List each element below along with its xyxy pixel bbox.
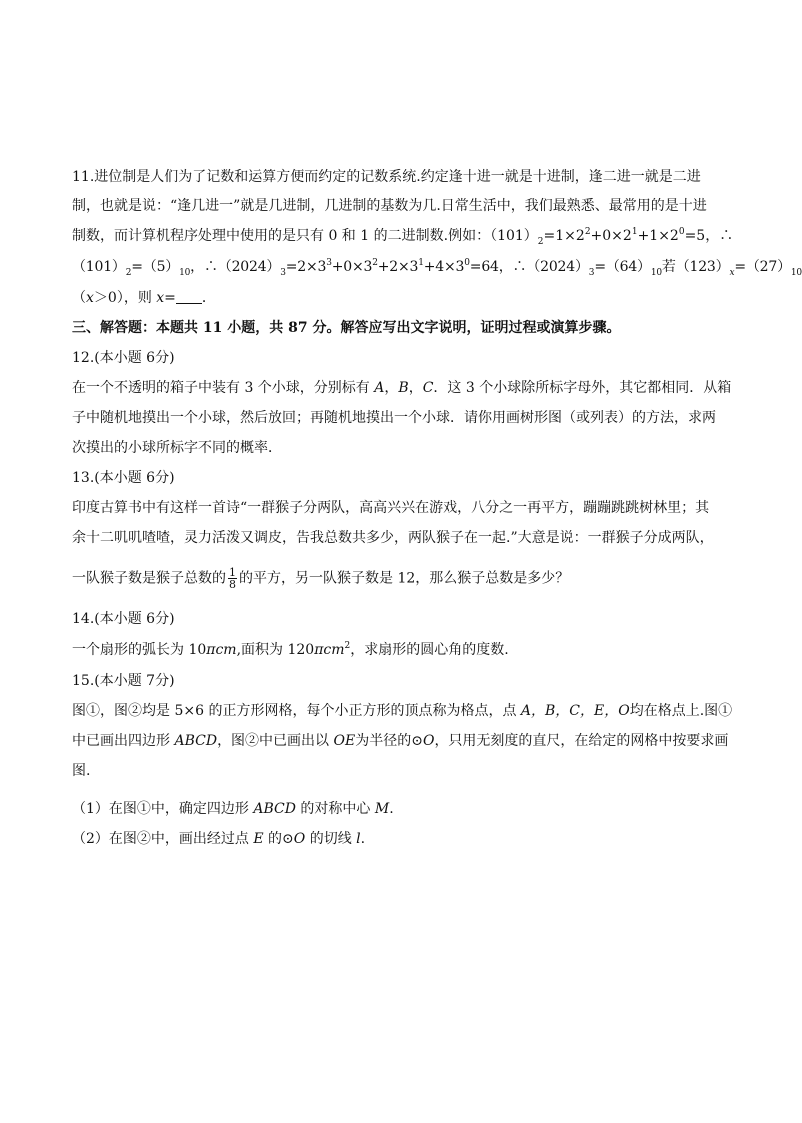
q15-header: 15.(本小题 7分): [72, 673, 175, 689]
q13-line-3: 一队猴子数是猴子总数的 $\frac{1}{8}$ 的平方，另一队猴子数是 12，那么猴子总数是多少？: [72, 566, 570, 591]
q15-subquestion-1: （1）在图①中，确定四边形 ABCD 的对称中心 M.: [72, 801, 394, 817]
q12-line-2: 子中随机地摸出一个小球，然后放回；再随机地摸出一个小球．请你用画树形图（或列表）的方法，求两: [72, 410, 716, 426]
q15-line-1: 图①，图②均是 5×6 的正方形网格，每个小正方形的顶点称为格点，点 A，B，C，E，O均在格点上.图①: [72, 703, 733, 719]
q14-header: 14.(本小题 6分): [72, 611, 175, 627]
q15-line-2: 中已画出四边形 ABCD，图②中已画出以 OE为半径的⊙O，只用无刻度的直尺，在给定的网格中按要求画: [72, 733, 729, 749]
q11-line-3: 制数，而计算机程序处理中使用的是只有 0 和 1 的二进制数.例如：$(101)_2=1\times 2^2+0\times 2^1+1\times 2^0=5$，∴: [72, 227, 734, 247]
q11-line-1: 11.进位制是人们为了记数和运算方便而约定的记数系统.约定逢十进一就是十进制，逢二进一就是二进: [72, 169, 701, 185]
fraction-one-eighth: $\frac{1}{8}$: [229, 566, 236, 591]
q12-header: 12.(本小题 6分): [72, 350, 175, 366]
q14-line-1: 一个扇形的弧长为 10πcm,面积为 120πcm$^2$，求扇形的圆心角的度数.: [72, 641, 509, 658]
q15-line-3: 图.: [72, 763, 91, 779]
q15-subquestion-2: （2）在图②中，画出经过点 E 的⊙O 的切线 l.: [72, 831, 366, 847]
q11-line-5: （x＞0），则 x= ．: [72, 290, 216, 306]
q11-line-2: 制，也就是说：“逢几进一”就是几进制，几进制的基数为几.日常生活中，我们最熟悉、最常用的是十进: [72, 198, 707, 214]
q13-line-1: 印度古算书中有这样一首诗“一群猴子分两队，高高兴兴在游戏，八分之一再平方，蹦蹦跳跳树林里；其: [72, 500, 710, 516]
q12-line-1: 在一个不透明的箱子中装有 3 个小球，分别标有 A，B，C．这 3 个小球除所标字母外，其它都相同．从箱: [72, 380, 732, 396]
q13-line-2: 余十二叽叽喳喳，灵力活泼又调皮，告我总数共多少，两队猴子在一起.”大意是说：一群猴子分成两队，: [72, 530, 714, 546]
section-3-title: 三、解答题：本题共 11 小题，共 87 分。解答应写出文字说明，证明过程或演算步骤。: [72, 320, 621, 336]
q11-line-4: $(101)_2=(5)_{10}$，$\therefore(2024)_3=2\times 3^3+0\times 3^2+2\times 3^1+4\times 3^0=64$，$\therefore(2024)_3=(64)_{10}$若$(123)_x=(27)_{10}$: [72, 258, 802, 278]
q13-header: 13.(本小题 6分): [72, 470, 175, 486]
q12-line-3: 次摸出的小球所标字不同的概率．: [72, 440, 282, 456]
answer-blank: [176, 289, 202, 304]
